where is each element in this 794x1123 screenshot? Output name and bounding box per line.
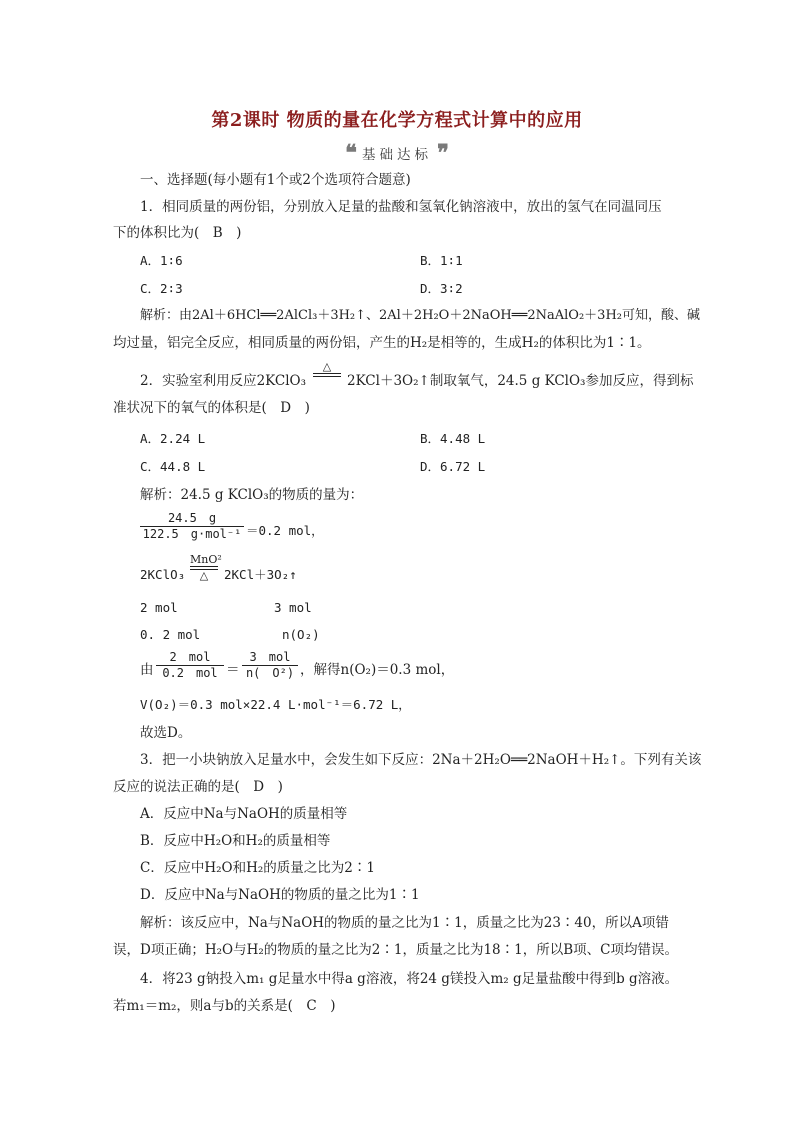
q2-fraction-moles bbox=[140, 511, 244, 542]
q2-equation-left: 2KClO₃ bbox=[140, 567, 186, 582]
q2-row1-left: 2 mol bbox=[140, 600, 178, 615]
fraction-denominator: 122.5 g·mol⁻¹ bbox=[142, 527, 242, 541]
catalyst-label: MnO² bbox=[190, 553, 222, 566]
equals-arrow bbox=[313, 373, 341, 377]
q2-ratio-equals: ＝ bbox=[226, 662, 240, 678]
heat-symbol: △ bbox=[322, 360, 332, 373]
fraction-denominator: n( O²) bbox=[245, 666, 295, 680]
q2-ratio-prefix: 由 bbox=[140, 662, 154, 678]
fraction-denominator: 0.2 mol bbox=[162, 666, 218, 680]
q2-row1-right: 3 mol bbox=[274, 600, 312, 615]
q2-fraction-result: ＝0.2 mol， bbox=[246, 523, 324, 538]
q2-ratio-fraction-1 bbox=[156, 650, 224, 681]
q1-analysis-line2: 均过量，铝完全反应，相同质量的两份铝，产生的H₂是相等的，生成H₂的体积比为1∶1。 bbox=[113, 335, 651, 351]
q1-option-a: A．1∶6 bbox=[140, 253, 183, 268]
q1-option-c: C．2∶3 bbox=[140, 281, 183, 296]
q2-stem-line2: 准状况下的氧气的体积是( D ) bbox=[113, 400, 310, 416]
q2-stem-line1a: 2．实验室利用反应2KClO₃ bbox=[140, 373, 307, 389]
q2-volume-line: V(O₂)＝0.3 mol×22.4 L·mol⁻¹＝6.72 L， bbox=[140, 697, 411, 712]
q1-stem-line2: 下的体积比为( B ) bbox=[113, 225, 242, 241]
q3-option-a: A．反应中Na与NaOH的质量相等 bbox=[140, 806, 348, 822]
q3-analysis-line1: 解析：该反应中，Na与NaOH的物质的量之比为1∶1，质量之比为23∶40，所以A项错 bbox=[140, 915, 669, 931]
q4-stem-line2: 若m₁＝m₂，则a与b的关系是( C ) bbox=[113, 998, 336, 1014]
fraction-numerator: 24.5 g bbox=[140, 511, 244, 527]
banner-label: 基础达标 bbox=[362, 147, 432, 163]
q2-option-c: C．44.8 L bbox=[140, 459, 206, 474]
q1-option-d: D．3∶2 bbox=[420, 281, 463, 296]
fraction-numerator: 3 mol bbox=[242, 650, 298, 666]
q4-stem-line1: 4．将23 g钠投入m₁ g足量水中得a g溶液，将24 g镁投入m₂ g足量盐酸中得到b g溶液。 bbox=[140, 971, 679, 987]
q1-option-b: B．1∶1 bbox=[420, 253, 463, 268]
section-banner bbox=[0, 140, 794, 166]
q2-conclusion: 故选D。 bbox=[140, 725, 192, 741]
q3-analysis-line2: 误，D项正确；H₂O与H₂的物质的量之比为2∶1，质量之比为18∶1，所以B项、C项均错误。 bbox=[113, 942, 678, 958]
q2-option-d: D．6.72 L bbox=[420, 459, 486, 474]
open-quote-icon: ❝ bbox=[345, 140, 357, 166]
q1-analysis-line1: 解析：由2Al＋6HCl══2AlCl₃＋3H₂↑、2Al＋2H₂O＋2NaOH══2NaAlO₂＋3H₂可知，酸、碱 bbox=[140, 308, 700, 323]
q3-option-b: B．反应中H₂O和H₂的质量相等 bbox=[140, 833, 331, 849]
q2-row2-left: 0. 2 mol bbox=[140, 627, 201, 642]
q3-stem-line2: 反应的说法正确的是( D ) bbox=[113, 779, 283, 795]
q2-equation-condition bbox=[190, 553, 222, 582]
q3-stem-line1: 3．把一小块钠放入足量水中，会发生如下反应：2Na＋2H₂O══2NaOH＋H₂↑。下列有关该 bbox=[140, 752, 702, 768]
q2-ratio-fraction-2 bbox=[242, 650, 298, 681]
q2-row2-right: n(O₂) bbox=[282, 627, 320, 642]
q2-reaction-condition bbox=[313, 361, 341, 377]
fraction-numerator: 2 mol bbox=[156, 650, 224, 666]
page-title: 第2课时 物质的量在化学方程式计算中的应用 bbox=[211, 110, 583, 131]
q3-option-d: D．反应中Na与NaOH的物质的量之比为1∶1 bbox=[140, 887, 420, 903]
q2-option-b: B．4.48 L bbox=[420, 431, 486, 446]
q2-stem-line1b: 2KCl＋3O₂↑制取氧气，24.5 g KClO₃参加反应，得到标 bbox=[347, 373, 694, 389]
q2-ratio-result: ，解得n(O₂)＝0.3 mol， bbox=[300, 662, 455, 678]
q2-equation-right: 2KCl＋3O₂↑ bbox=[224, 567, 297, 582]
heat-symbol: △ bbox=[199, 569, 209, 582]
section-heading: 一、选择题(每小题有1个或2个选项符合题意) bbox=[140, 172, 411, 188]
q2-analysis-line1: 解析：24.5 g KClO₃的物质的量为： bbox=[140, 487, 364, 503]
close-quote-icon: ❞ bbox=[437, 140, 449, 166]
q1-stem-line1: 1．相同质量的两份铝，分别放入足量的盐酸和氢氧化钠溶液中，放出的氢气在同温同压 bbox=[140, 199, 662, 215]
q3-option-c: C．反应中H₂O和H₂的质量之比为2∶1 bbox=[140, 860, 375, 876]
q2-option-a: A．2.24 L bbox=[140, 431, 206, 446]
